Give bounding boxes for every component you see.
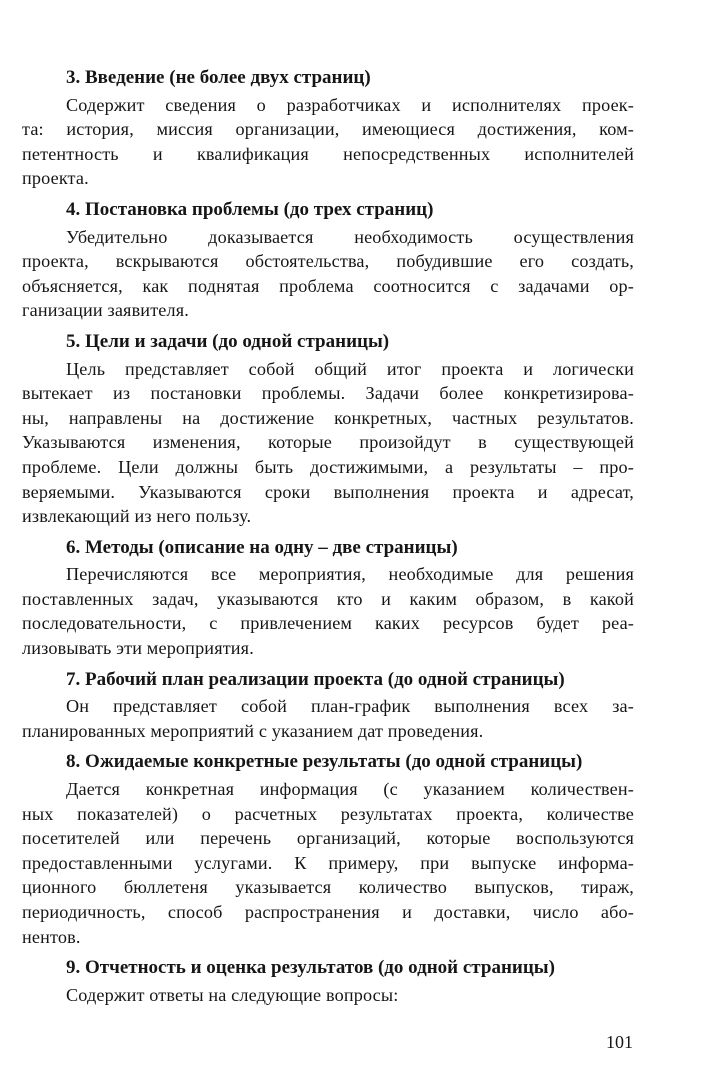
- paragraph-line: периодичность, способ распространения и доставки, число або-: [22, 902, 634, 922]
- paragraph-line: проекта, вскрываются обстоятельства, побудившие его создать,: [22, 251, 634, 272]
- paragraph-line: Указываются изменения, которые произойдут в существующей: [22, 432, 634, 453]
- paragraph-line: Содержит сведения о разработчиках и исполнителях проек-: [66, 94, 634, 115]
- paragraph-line: Убедительно доказывается необходимость осуществления: [66, 226, 634, 247]
- document-section: [22, 66, 634, 191]
- paragraph-line: вытекает из постановки проблемы. Задачи более конкретизирова-: [22, 383, 634, 404]
- section-paragraph: [22, 694, 634, 743]
- section-paragraph: [22, 983, 634, 1008]
- section-paragraph: [22, 562, 634, 660]
- section-heading: 7. Рабочий план реализации проекта (до одной страницы): [66, 668, 565, 690]
- document-page: [22, 66, 634, 1014]
- section-heading: 9. Отчетность и оценка результатов (до одной страницы): [66, 957, 555, 979]
- paragraph-line: ных показателей) о расчетных результатах проекта, количестве: [22, 803, 634, 824]
- document-section: [22, 956, 634, 1007]
- document-section: [22, 330, 634, 529]
- paragraph-line: петентность и квалификация непосредственных исполнителей: [22, 143, 634, 164]
- paragraph-line: ганизации заявителя.: [22, 300, 189, 321]
- document-section: [22, 668, 634, 744]
- paragraph-line: последовательности, с привлечением каких ресурсов будет реа-: [22, 613, 634, 634]
- paragraph-line: та: история, миссия организации, имеющиеся достижения, ком-: [22, 119, 634, 140]
- paragraph-line: Цель представляет собой общий итог проекта и логически: [66, 358, 634, 379]
- section-heading: 5. Цели и задачи (до одной страницы): [66, 330, 390, 352]
- section-heading: 3. Введение (не более двух страниц): [66, 67, 371, 88]
- paragraph-line: предоставленными услугами. К примеру, при выпуске информа-: [22, 852, 634, 873]
- paragraph-line: Дается конкретная информация (с указанием количествен-: [66, 779, 634, 800]
- paragraph-line: Перечисляются все мероприятия, необходимые для решения: [66, 564, 634, 585]
- section-heading: 8. Ожидаемые конкретные результаты (до одной страницы): [66, 751, 583, 773]
- paragraph-line: планированных мероприятий с указанием дат проведения.: [22, 720, 484, 741]
- paragraph-line: объясняется, как поднятая проблема соотносится с задачами ор-: [22, 275, 634, 296]
- document-section: [22, 536, 634, 661]
- section-paragraph: [22, 225, 634, 323]
- paragraph-line: ционного бюллетеня указывается количество выпусков, тираж,: [22, 877, 634, 898]
- section-paragraph: [22, 777, 634, 949]
- section-paragraph: [22, 357, 634, 529]
- paragraph-line: ны, направлены на достижение конкретных, частных результатов.: [22, 407, 634, 428]
- paragraph-line: Он представляет собой план-график выполнения всех за-: [66, 696, 634, 717]
- document-section: [22, 750, 634, 949]
- paragraph-line: веряемыми. Указываются сроки выполнения проекта и адресат,: [22, 481, 634, 502]
- section-heading: 4. Постановка проблемы (до трех страниц): [66, 198, 434, 220]
- page-number: 101: [606, 1032, 633, 1052]
- paragraph-line: нентов.: [22, 926, 81, 947]
- paragraph-line: поставленных задач, указываются кто и каким образом, в какой: [22, 588, 634, 609]
- paragraph-line: проблеме. Цели должны быть достижимыми, а результаты – про-: [22, 456, 634, 477]
- paragraph-line: лизовывать эти мероприятия.: [22, 638, 254, 659]
- section-heading: 6. Методы (описание на одну – две страницы): [66, 536, 458, 558]
- paragraph-line: посетителей или перечень организаций, которые воспользуются: [22, 828, 634, 849]
- document-section: [22, 198, 634, 323]
- section-paragraph: [22, 93, 634, 191]
- paragraph-line: извлекающий из него пользу.: [22, 506, 252, 527]
- paragraph-line: Содержит ответы на следующие вопросы:: [66, 984, 399, 1005]
- paragraph-line: проекта.: [22, 168, 89, 189]
